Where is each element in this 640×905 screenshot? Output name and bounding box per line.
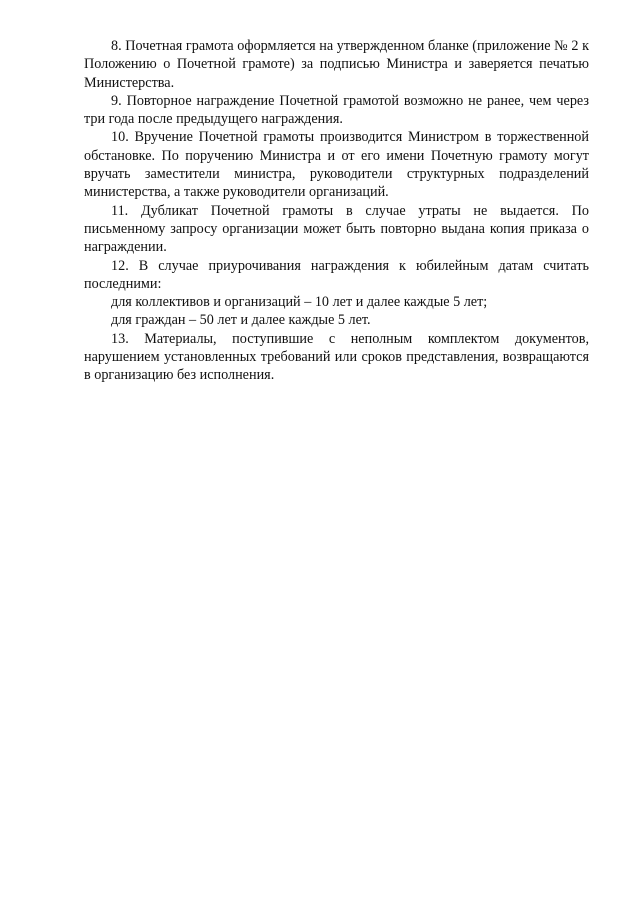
paragraph-12-item-collectives: для коллективов и организаций – 10 лет и далее каждые 5 лет; bbox=[111, 294, 488, 311]
paragraph-12: 12. В случае приурочивания награждения к юбилейным датам считать последними: bbox=[84, 257, 589, 292]
paragraph-11: 11. Дубликат Почетной грамоты в случае утраты не выдается. По письменному запросу организации может быть повторно выдана копия приказа о награждении. bbox=[84, 202, 589, 256]
paragraph-8: 8. Почетная грамота оформляется на утвержденном бланке (приложение № 2 к Положению о Почетной грамоте) за подписью Министра и заверяется печатью Министерства. bbox=[84, 38, 589, 91]
paragraph-10: 10. Вручение Почетной грамоты производится Министром в торжественной обстановке. По поручению Министра и от его имени Почетную грамоту могут вручать заместители министра, руководители структурных подразделений министерства, а также руководители организаций. bbox=[84, 129, 589, 201]
paragraph-13: 13. Материалы, поступившие с неполным комплектом документов, нарушением установленных требований или сроков представления, возвращаются в организацию без исполнения. bbox=[84, 330, 589, 384]
paragraph-9: 9. Повторное награждение Почетной грамотой возможно не ранее, чем через три года после предыдущего награждения. bbox=[84, 92, 589, 128]
paragraph-12-item-citizens: для граждан – 50 лет и далее каждые 5 лет. bbox=[111, 312, 371, 329]
document-page bbox=[84, 37, 589, 385]
